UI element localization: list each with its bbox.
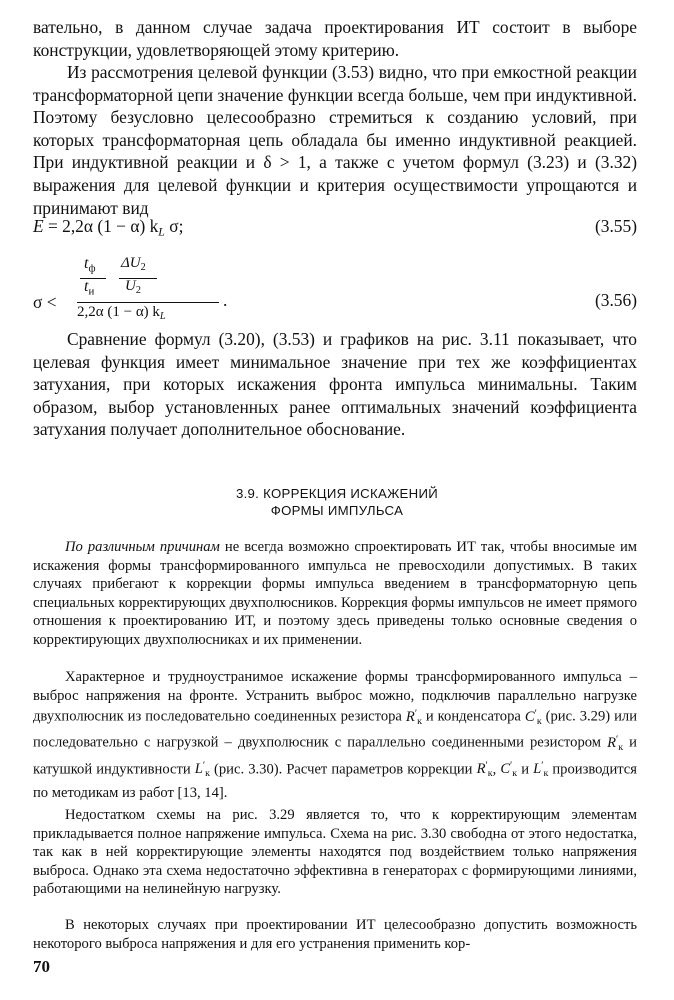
- section-heading-line-1: 3.9. КОРРЕКЦИЯ ИСКАЖЕНИЙ: [235, 486, 439, 501]
- symbol-c-k: $C'_к$: [500, 760, 518, 780]
- symbol-r-k: $R'_к$: [476, 760, 493, 780]
- eq-u2: $U_2$: [125, 278, 141, 297]
- eq-sigma-less: σ <: [33, 292, 57, 312]
- eq-denominator: 2,2α (1 − α) $k_L$: [77, 304, 166, 323]
- eq-delta-u2: $\Delta U_2$: [121, 255, 146, 274]
- equation-number-3-55: (3.55): [594, 216, 637, 236]
- paragraph-overshoot: Характерное и трудноустранимое искажение формы трансформированного импульса – выброс напряжения на фронте. Устранить выброс можно, подключив параллельно нагрузке двухполюсник из последовательно соединенных резистора $R'_к$ и конденсатора $C'_к$ (рис. 3.29) или последовательно с нагрузкой – двухполюсник с параллельно соединенными резистором $R'_к$ и катушкой индуктивности $L'_к$ (рис. 3.30). Расчет параметров коррекции $R'_к$, $C'_к$ и $L'_к$ производится по методикам из работ [13, 14].: [33, 669, 638, 801]
- eq-t-i: $t_и$: [84, 278, 95, 298]
- paragraph-correction-intro: По различным причинам не всегда возможно спроектировать ИТ так, чтобы вносимые им искажения формы трансформированного импульса не превосходили допустимых. В таких случаях прибегают к коррекции формы импульса введением в трансформаторную цепь специальных корректирующих двухполюсников. Коррекция формы импульсов не имеет прямого отношения к проектированию ИТ, и поэтому здесь приведены только основные сведения о корректирующих двухполюсниках и их применении.: [33, 539, 637, 648]
- page-number: 70: [33, 957, 50, 976]
- eq-t-phi: $t_ф$: [84, 255, 96, 275]
- eq-e-rhs: = 2,2α (1 − α) k: [47, 216, 159, 236]
- symbol-l-k: $L'_к$: [533, 760, 549, 780]
- section-heading-line-2: ФОРМЫ ИМПУЛЬСА: [270, 503, 404, 518]
- paragraph-some-cases: В некоторых случаях при проектировании ИТ целесообразно допустить возможность некоторого выброса напряжения и для его устранения применить кор-: [33, 917, 637, 952]
- eq-dot: .: [223, 290, 228, 310]
- italic-lead: По различным причинам: [65, 539, 220, 555]
- eq-e-sub: L: [158, 224, 165, 239]
- symbol-l-k: $L'_к$: [194, 760, 210, 780]
- paragraph-comparison: Сравнение формул (3.20), (3.53) и графиков на рис. 3.11 показывает, что целевая функция имеет минимальное значение при тех же коэффициентах затухания, при которых искажения фронта импульса минимальны. Таким образом, выбор установленных ранее оптимальных значений коэффициента затухания получает дополнительное обоснование.: [33, 329, 637, 440]
- equation-number-3-56: (3.56): [594, 290, 637, 310]
- equation-3-56: [33, 252, 637, 324]
- symbol-c-k: $C'_к$: [524, 708, 542, 727]
- eq-main-fraction-line: [77, 302, 219, 303]
- eq-e-symbol: E: [33, 216, 44, 236]
- symbol-r-k: $R'_к$: [607, 734, 624, 753]
- paragraph-drawback: Недостатком схемы на рис. 3.29 является то, что к корректирующим элементам прикладывается полное напряжение импульса. Схема на рис. 3.30 свободна от этого недостатка, так как в ней корректирующие элементы находятся под воздействием только напряжения выброса. Однако эта схема недостаточно эффективна в генераторах с формирующими линиями, работающими на нелинейную нагрузку.: [33, 807, 637, 898]
- equation-3-55: [33, 216, 637, 240]
- symbol-r-k: $R'_к$: [405, 708, 422, 727]
- paragraph-target-function: Из рассмотрения целевой функции (3.53) видно, что при емкостной реакции трансформаторной цепи значение функции всегда больше, чем при индуктивной. Поэтому безусловно целесообразно стремиться к созданию условий, при которых трансформаторная цепь обладала бы именно индуктивной реакцией. При индуктивной реакции и δ > 1, а также с учетом формул (3.23) и (3.32) выражения для целевой функции и критерия осуществимости упрощаются и принимают вид: [33, 62, 637, 218]
- paragraph-continuation: вательно, в данном случае задача проектирования ИТ состоит в выборе конструкции, удовлетворяющей этому критерию.: [33, 17, 637, 60]
- eq-e-tail: σ;: [164, 216, 184, 236]
